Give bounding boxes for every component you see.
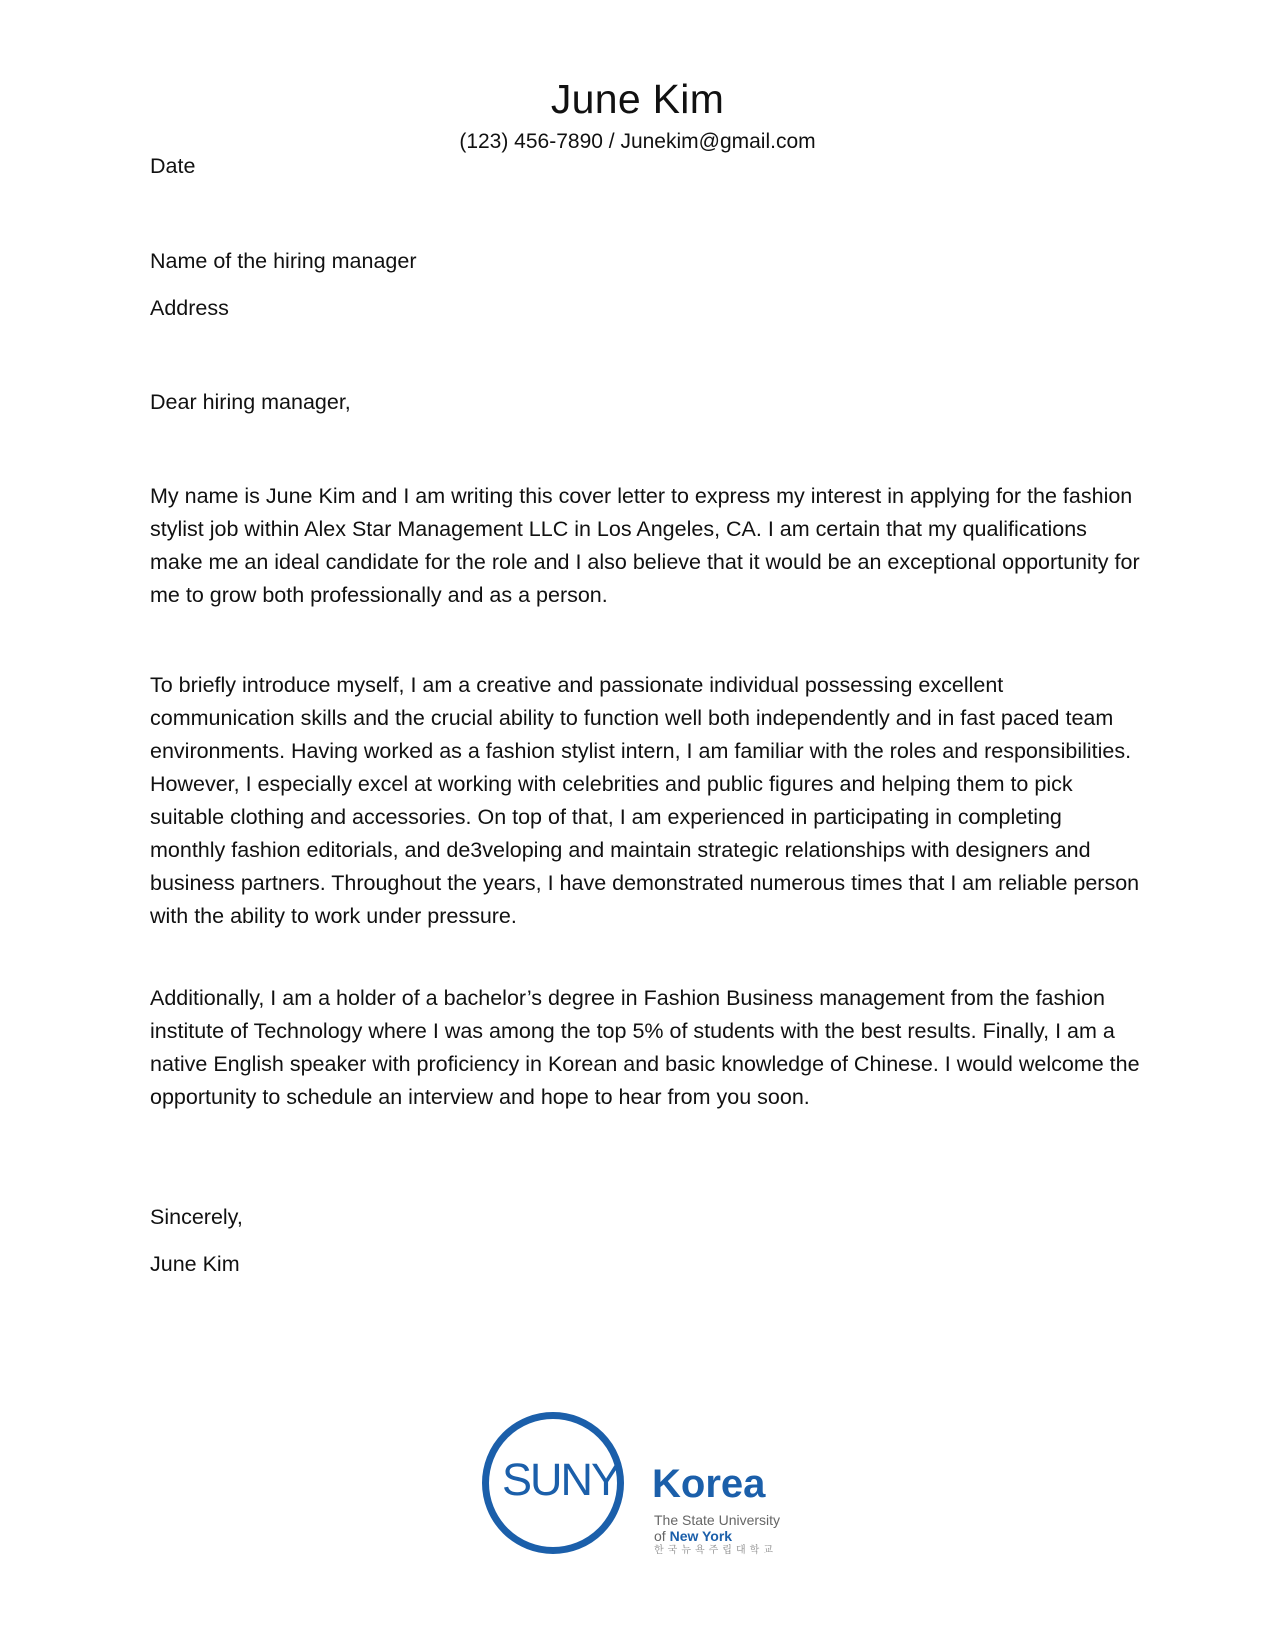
recipient-name: Name of the hiring manager bbox=[150, 249, 417, 273]
signature: June Kim bbox=[150, 1252, 240, 1276]
suny-korea-logo bbox=[482, 1412, 802, 1572]
logo-subtitle-korean: 한국뉴욕주립대학교 bbox=[654, 1545, 777, 1556]
logo-subtitle-1: The State University bbox=[654, 1512, 781, 1528]
logo-subtitle-2: of New York bbox=[654, 1528, 733, 1544]
salutation: Dear hiring manager, bbox=[150, 390, 351, 414]
letter-date: Date bbox=[150, 154, 196, 178]
sender-contact: (123) 456-7890 / Junekim@gmail.com bbox=[459, 130, 816, 153]
body-paragraph-2: To briefly introduce myself, I am a creative and passionate individual possessing excellent communication skills and the crucial ability to function well both independently and in fast paced team environments. Having worked as a fashion stylist intern, I am familiar with the roles and responsibilities. However, I especially excel at working with celebrities and public figures and helping them to pick suitable clothing and accessories. On top of that, I am experienced in participating in completing monthly fashion editorials, and de3veloping and maintain strategic relationships with designers and business partners. Throughout the years, I have demonstrated numerous times that I am reliable person with the ability to work under pressure. bbox=[150, 673, 1140, 928]
logo-name: Korea bbox=[652, 1462, 766, 1506]
body-paragraph-1: My name is June Kim and I am writing this cover letter to express my interest in applying for the fashion stylist job within Alex Star Management LLC in Los Angeles, CA. I am certain that my qualifications make me an ideal candidate for the role and I also believe that it would be an exceptional opportunity for me to grow both professionally and as a person. bbox=[150, 484, 1140, 607]
body-paragraph-3: Additionally, I am a holder of a bachelor’s degree in Fashion Business management from the fashion institute of Technology where I was among the top 5% of students with the best results. Finally, I am a native English speaker with proficiency in Korean and basic knowledge of Chinese. I would welcome the opportunity to schedule an interview and hope to hear from you soon. bbox=[150, 986, 1140, 1109]
closing: Sincerely, bbox=[150, 1205, 243, 1229]
recipient-address: Address bbox=[150, 296, 229, 320]
sender-name: June Kim bbox=[550, 76, 725, 122]
logo-mark: SUNY bbox=[502, 1454, 620, 1505]
